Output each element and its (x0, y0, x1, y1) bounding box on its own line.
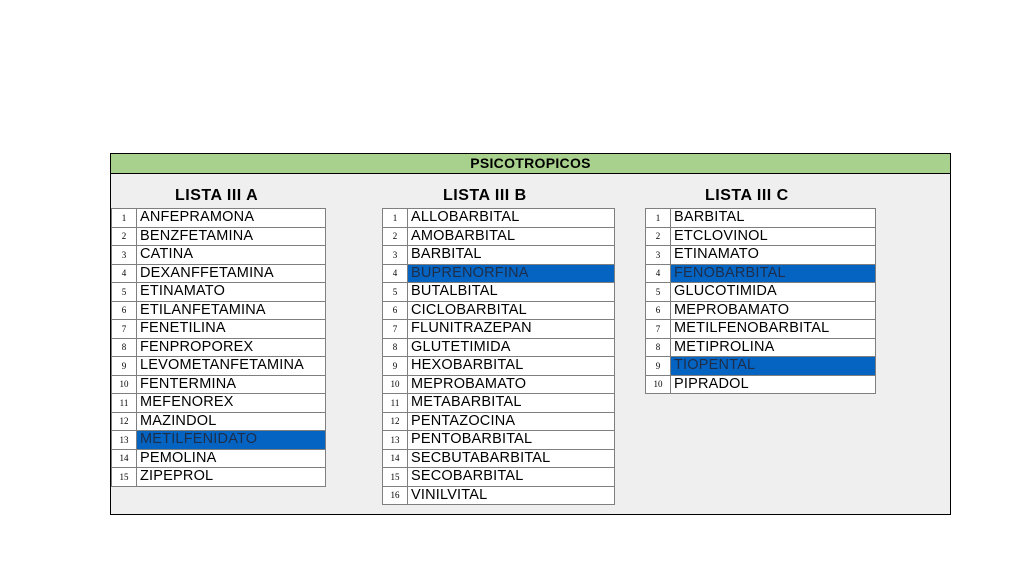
table-row[interactable] (646, 209, 876, 228)
substance-name[interactable]: PEMOLINA (137, 449, 326, 468)
table-row[interactable] (112, 301, 326, 320)
substance-name[interactable]: GLUCOTIMIDA (671, 283, 876, 302)
substance-name[interactable]: MEFENOREX (137, 394, 326, 413)
row-number: 12 (112, 412, 137, 431)
substance-name[interactable]: SECBUTABARBITAL (408, 449, 615, 468)
substance-name[interactable]: PENTAZOCINA (408, 412, 615, 431)
substance-name[interactable]: ETILANFETAMINA (137, 301, 326, 320)
substance-name[interactable]: MAZINDOL (137, 412, 326, 431)
row-number: 6 (646, 301, 671, 320)
table-row[interactable] (383, 449, 615, 468)
substance-name[interactable]: ETCLOVINOL (671, 227, 876, 246)
substance-name[interactable]: TIOPENTAL (671, 357, 876, 376)
substance-name[interactable]: CATINA (137, 246, 326, 265)
substance-name[interactable]: FLUNITRAZEPAN (408, 320, 615, 339)
substance-name[interactable]: MEPROBAMATO (408, 375, 615, 394)
substance-name[interactable]: AMOBARBITAL (408, 227, 615, 246)
substance-name[interactable]: METABARBITAL (408, 394, 615, 413)
substance-name[interactable]: METILFENOBARBITAL (671, 320, 876, 339)
substance-name[interactable]: ETINAMATO (137, 283, 326, 302)
row-number: 9 (383, 357, 408, 376)
table-row[interactable] (112, 227, 326, 246)
row-number: 1 (383, 209, 408, 228)
table-row[interactable] (112, 449, 326, 468)
row-number: 7 (383, 320, 408, 339)
row-number: 14 (112, 449, 137, 468)
table-row[interactable] (383, 412, 615, 431)
table-row[interactable] (112, 209, 326, 228)
table-row[interactable] (112, 357, 326, 376)
row-number: 11 (383, 394, 408, 413)
row-number: 1 (646, 209, 671, 228)
sheet-title: PSICOTROPICOS (111, 154, 950, 174)
substance-name[interactable]: ETINAMATO (671, 246, 876, 265)
table-row[interactable] (383, 468, 615, 487)
substance-name[interactable]: FENOBARBITAL (671, 264, 876, 283)
table-row[interactable] (383, 320, 615, 339)
substance-name[interactable]: FENTERMINA (137, 375, 326, 394)
table-row[interactable] (383, 338, 615, 357)
row-number: 13 (112, 431, 137, 450)
table-row[interactable] (646, 320, 876, 339)
substance-name[interactable]: ALLOBARBITAL (408, 209, 615, 228)
table-row[interactable] (383, 209, 615, 228)
row-number: 10 (646, 375, 671, 394)
table-row[interactable] (112, 283, 326, 302)
row-number: 15 (112, 468, 137, 487)
row-number: 2 (646, 227, 671, 246)
table-row[interactable] (112, 468, 326, 487)
list-table (382, 208, 615, 505)
substance-name[interactable]: FENETILINA (137, 320, 326, 339)
substance-name[interactable]: BARBITAL (671, 209, 876, 228)
substance-name[interactable]: HEXOBARBITAL (408, 357, 615, 376)
row-number: 8 (383, 338, 408, 357)
table-row[interactable] (112, 246, 326, 265)
row-number: 4 (383, 264, 408, 283)
row-number: 5 (383, 283, 408, 302)
row-number: 8 (112, 338, 137, 357)
list-heading: LISTA III B (443, 187, 527, 204)
row-number: 11 (112, 394, 137, 413)
row-number: 16 (383, 486, 408, 505)
row-number: 3 (646, 246, 671, 265)
substance-name[interactable]: PENTOBARBITAL (408, 431, 615, 450)
substance-name[interactable]: BUPRENORFINA (408, 264, 615, 283)
table-row[interactable] (112, 338, 326, 357)
table-row[interactable] (383, 246, 615, 265)
row-number: 14 (383, 449, 408, 468)
psicotropicos-sheet (110, 153, 951, 515)
row-number: 5 (646, 283, 671, 302)
substance-name[interactable]: SECOBARBITAL (408, 468, 615, 487)
table-row[interactable] (112, 375, 326, 394)
substance-name[interactable]: FENPROPOREX (137, 338, 326, 357)
substance-name[interactable]: BARBITAL (408, 246, 615, 265)
table-row[interactable] (646, 227, 876, 246)
table-row[interactable] (112, 431, 326, 450)
table-row[interactable] (646, 264, 876, 283)
substance-name[interactable]: CICLOBARBITAL (408, 301, 615, 320)
table-row[interactable] (646, 375, 876, 394)
list-heading: LISTA III C (705, 187, 789, 204)
table-row[interactable] (383, 357, 615, 376)
table-row[interactable] (646, 246, 876, 265)
row-number: 3 (383, 246, 408, 265)
substance-name[interactable]: METILFENIDATO (137, 431, 326, 450)
row-number: 2 (112, 227, 137, 246)
substance-name[interactable]: ANFEPRAMONA (137, 209, 326, 228)
substance-name[interactable]: MEPROBAMATO (671, 301, 876, 320)
table-row[interactable] (112, 320, 326, 339)
table-row[interactable] (646, 357, 876, 376)
substance-name[interactable]: GLUTETIMIDA (408, 338, 615, 357)
row-number: 6 (112, 301, 137, 320)
row-number: 1 (112, 209, 137, 228)
list-table (645, 208, 876, 394)
row-number: 6 (383, 301, 408, 320)
table-row[interactable] (383, 486, 615, 505)
table-row[interactable] (646, 283, 876, 302)
row-number: 4 (112, 264, 137, 283)
row-number: 7 (112, 320, 137, 339)
substance-name[interactable]: DEXANFFETAMINA (137, 264, 326, 283)
substance-name[interactable]: BUTALBITAL (408, 283, 615, 302)
row-number: 12 (383, 412, 408, 431)
substance-name[interactable]: BENZFETAMINA (137, 227, 326, 246)
table-row[interactable] (383, 431, 615, 450)
row-number: 13 (383, 431, 408, 450)
substance-name[interactable]: METIPROLINA (671, 338, 876, 357)
substance-name[interactable]: VINILVITAL (408, 486, 615, 505)
list-heading: LISTA III A (175, 187, 259, 204)
row-number: 7 (646, 320, 671, 339)
table-row[interactable] (646, 301, 876, 320)
table-row[interactable] (383, 394, 615, 413)
row-number: 9 (112, 357, 137, 376)
row-number: 3 (112, 246, 137, 265)
table-row[interactable] (383, 264, 615, 283)
row-number: 8 (646, 338, 671, 357)
table-row[interactable] (112, 412, 326, 431)
row-number: 10 (383, 375, 408, 394)
row-number: 4 (646, 264, 671, 283)
row-number: 9 (646, 357, 671, 376)
table-row[interactable] (383, 283, 615, 302)
list-table (111, 208, 326, 487)
table-row[interactable] (383, 301, 615, 320)
row-number: 2 (383, 227, 408, 246)
table-row[interactable] (646, 338, 876, 357)
table-row[interactable] (112, 264, 326, 283)
row-number: 15 (383, 468, 408, 487)
table-row[interactable] (383, 227, 615, 246)
row-number: 10 (112, 375, 137, 394)
substance-name[interactable]: PIPRADOL (671, 375, 876, 394)
substance-name[interactable]: LEVOMETANFETAMINA (137, 357, 326, 376)
table-row[interactable] (383, 375, 615, 394)
table-row[interactable] (112, 394, 326, 413)
substance-name[interactable]: ZIPEPROL (137, 468, 326, 487)
row-number: 5 (112, 283, 137, 302)
